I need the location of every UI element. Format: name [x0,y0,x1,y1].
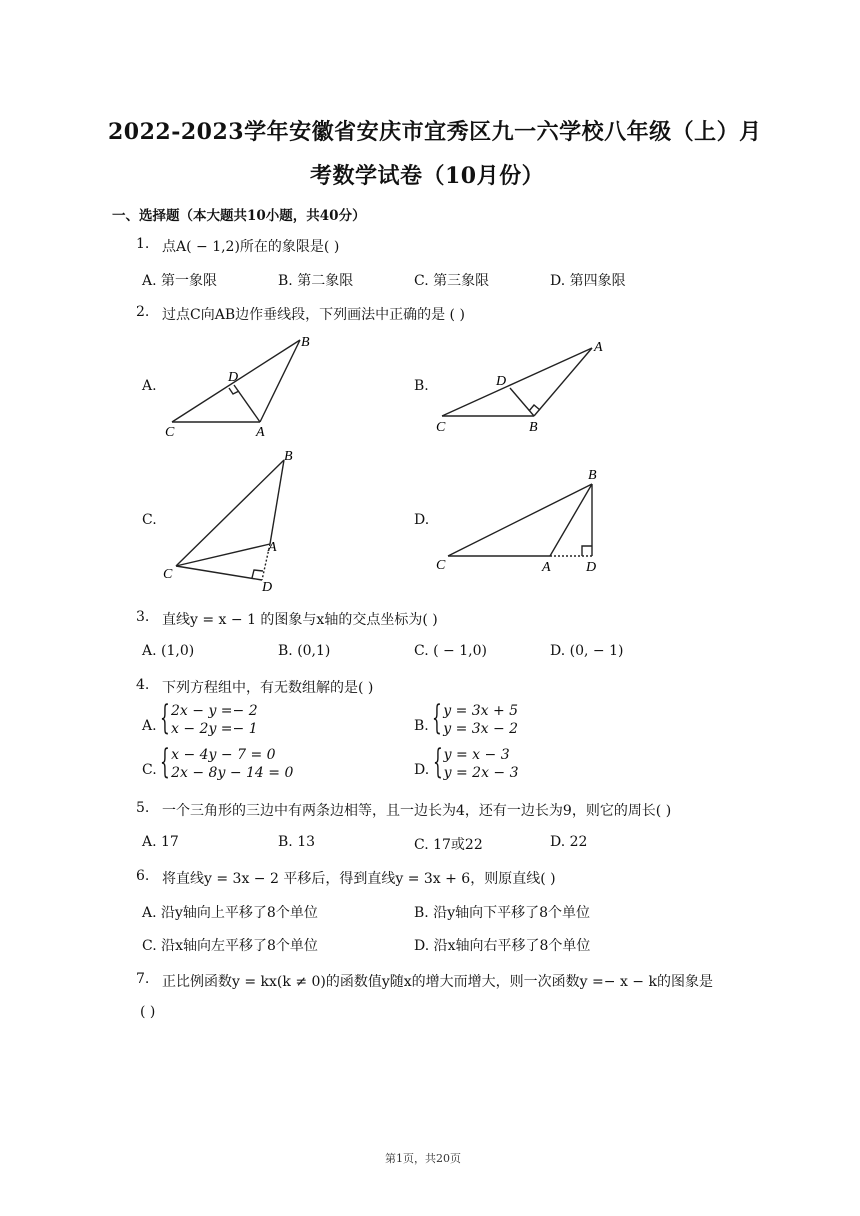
q4-option-c-label: C. [142,762,157,778]
label-a: A [268,540,277,555]
equation: 2x − 8y − 14 = 0 [171,765,294,781]
page-title-line1: 2022-2023学年安徽省安庆市宜秀区九一六学校八年级（上）月 [108,119,762,145]
page-footer: 第1页，共20页 [385,1152,461,1165]
label-b: B [301,335,310,350]
q2-option-b-label[interactable]: B. [414,378,429,394]
label-c: C [436,558,446,573]
label-a: A [256,425,265,440]
q2-figure-d [432,464,612,574]
label-d: D [586,560,597,574]
brace-icon: { [432,698,442,738]
label-d: D [496,374,507,389]
equation: y = 3x − 2 [443,721,519,737]
q1-stem: 点A( − 1,2)所在的象限是( ) [162,239,340,255]
brace-icon: { [160,698,170,738]
q2-option-c-label[interactable]: C. [142,512,157,528]
brace-icon: { [432,742,443,782]
q2-option-d-label[interactable]: D. [414,512,430,528]
label-d: D [262,580,273,594]
q7-number: 7. [136,971,150,987]
q5-option-d[interactable]: D. 22 [550,834,588,850]
label-a: A [542,560,551,574]
q2-stem: 过点C向AB边作垂线段，下列画法中正确的是 ( ) [162,307,465,323]
q2-figure-a [160,330,320,440]
page-title-line2: 考数学试卷（10月份） [310,163,545,189]
equation: y = 2x − 3 [443,765,519,781]
q7-stem-continued: ( ) [140,1004,156,1020]
q4-option-a-label: A. [142,718,157,734]
q7-stem: 正比例函数y = kx(k ≠ 0)的函数值y随x的增大而增大，则一次函数y =− x − k的图象是 [162,974,713,990]
segment-ca [442,348,592,416]
equation: 2x − y =− 2 [171,703,258,719]
q5-stem: 一个三角形的三边中有两条边相等，且一边长为4，还有一边长为9，则它的周长( ) [162,803,672,819]
q2-number: 2. [136,304,150,320]
segment-ba [534,348,592,416]
q6-option-a[interactable]: A. 沿y轴向上平移了8个单位 [142,905,318,921]
q3-option-b[interactable]: B. (0,1) [278,643,331,659]
right-angle-mark [252,570,263,578]
q4-option-a[interactable] [142,698,258,738]
q4-option-c[interactable] [142,742,294,782]
q6-number: 6. [136,868,150,884]
q1-option-a[interactable]: A. 第一象限 [142,273,218,289]
q4-option-d-system [432,742,519,782]
q4-number: 4. [136,677,150,693]
q5-option-c[interactable]: C. 17或22 [414,837,483,853]
label-d: D [228,370,239,385]
q5-option-a[interactable]: A. 17 [142,834,179,850]
section-heading: 一、选择题（本大题共10小题，共40分） [112,208,366,224]
q3-stem: 直线y = x − 1 的图象与x轴的交点坐标为( ) [162,612,438,628]
q4-option-b[interactable] [414,698,519,738]
q1-option-b[interactable]: B. 第二象限 [278,273,354,289]
q5-number: 5. [136,800,150,816]
label-b: B [284,449,293,464]
q4-option-b-system [432,698,519,738]
label-b: B [588,468,597,483]
label-c: C [436,420,446,435]
segment-cd [176,566,262,580]
label-c: C [165,425,175,440]
q4-stem: 下列方程组中，有无数组解的是( ) [162,680,374,696]
q4-option-c-system [160,742,294,782]
q6-option-c[interactable]: C. 沿x轴向左平移了8个单位 [142,938,318,954]
q6-option-b[interactable]: B. 沿y轴向下平移了8个单位 [414,905,591,921]
q3-option-a[interactable]: A. (1,0) [142,643,195,659]
q1-option-d[interactable]: D. 第四象限 [550,273,626,289]
brace-icon: { [160,742,170,782]
equation: y = x − 3 [443,747,510,763]
segment-db [510,388,534,416]
q3-number: 3. [136,609,150,625]
q2-option-a-label[interactable]: A. [142,378,157,394]
q2-figure-b [432,334,612,438]
label-c: C [163,567,173,582]
segment-ca [176,544,270,566]
label-b: B [529,420,538,435]
q6-option-d[interactable]: D. 沿x轴向右平移了8个单位 [414,938,591,954]
q4-option-d-label: D. [414,762,430,778]
q2-figure-c [160,444,300,594]
q3-option-c[interactable]: C. ( − 1,0) [414,643,487,659]
right-angle-mark [582,546,592,556]
segment-da [234,385,260,422]
q5-option-b[interactable]: B. 13 [278,834,316,850]
q1-option-c[interactable]: C. 第三象限 [414,273,490,289]
q3-option-d[interactable]: D. (0, − 1) [550,643,624,659]
q4-option-b-label: B. [414,718,429,734]
q4-option-a-system [160,698,258,738]
equation: x − 2y =− 1 [171,721,258,737]
q6-stem: 将直线y = 3x − 2 平移后，得到直线y = 3x + 6，则原直线( ) [162,871,556,887]
q1-number: 1. [136,236,150,252]
q4-option-d[interactable] [414,742,519,782]
label-a: A [594,340,603,355]
equation: y = 3x + 5 [443,703,519,719]
equation: x − 4y − 7 = 0 [171,747,276,763]
